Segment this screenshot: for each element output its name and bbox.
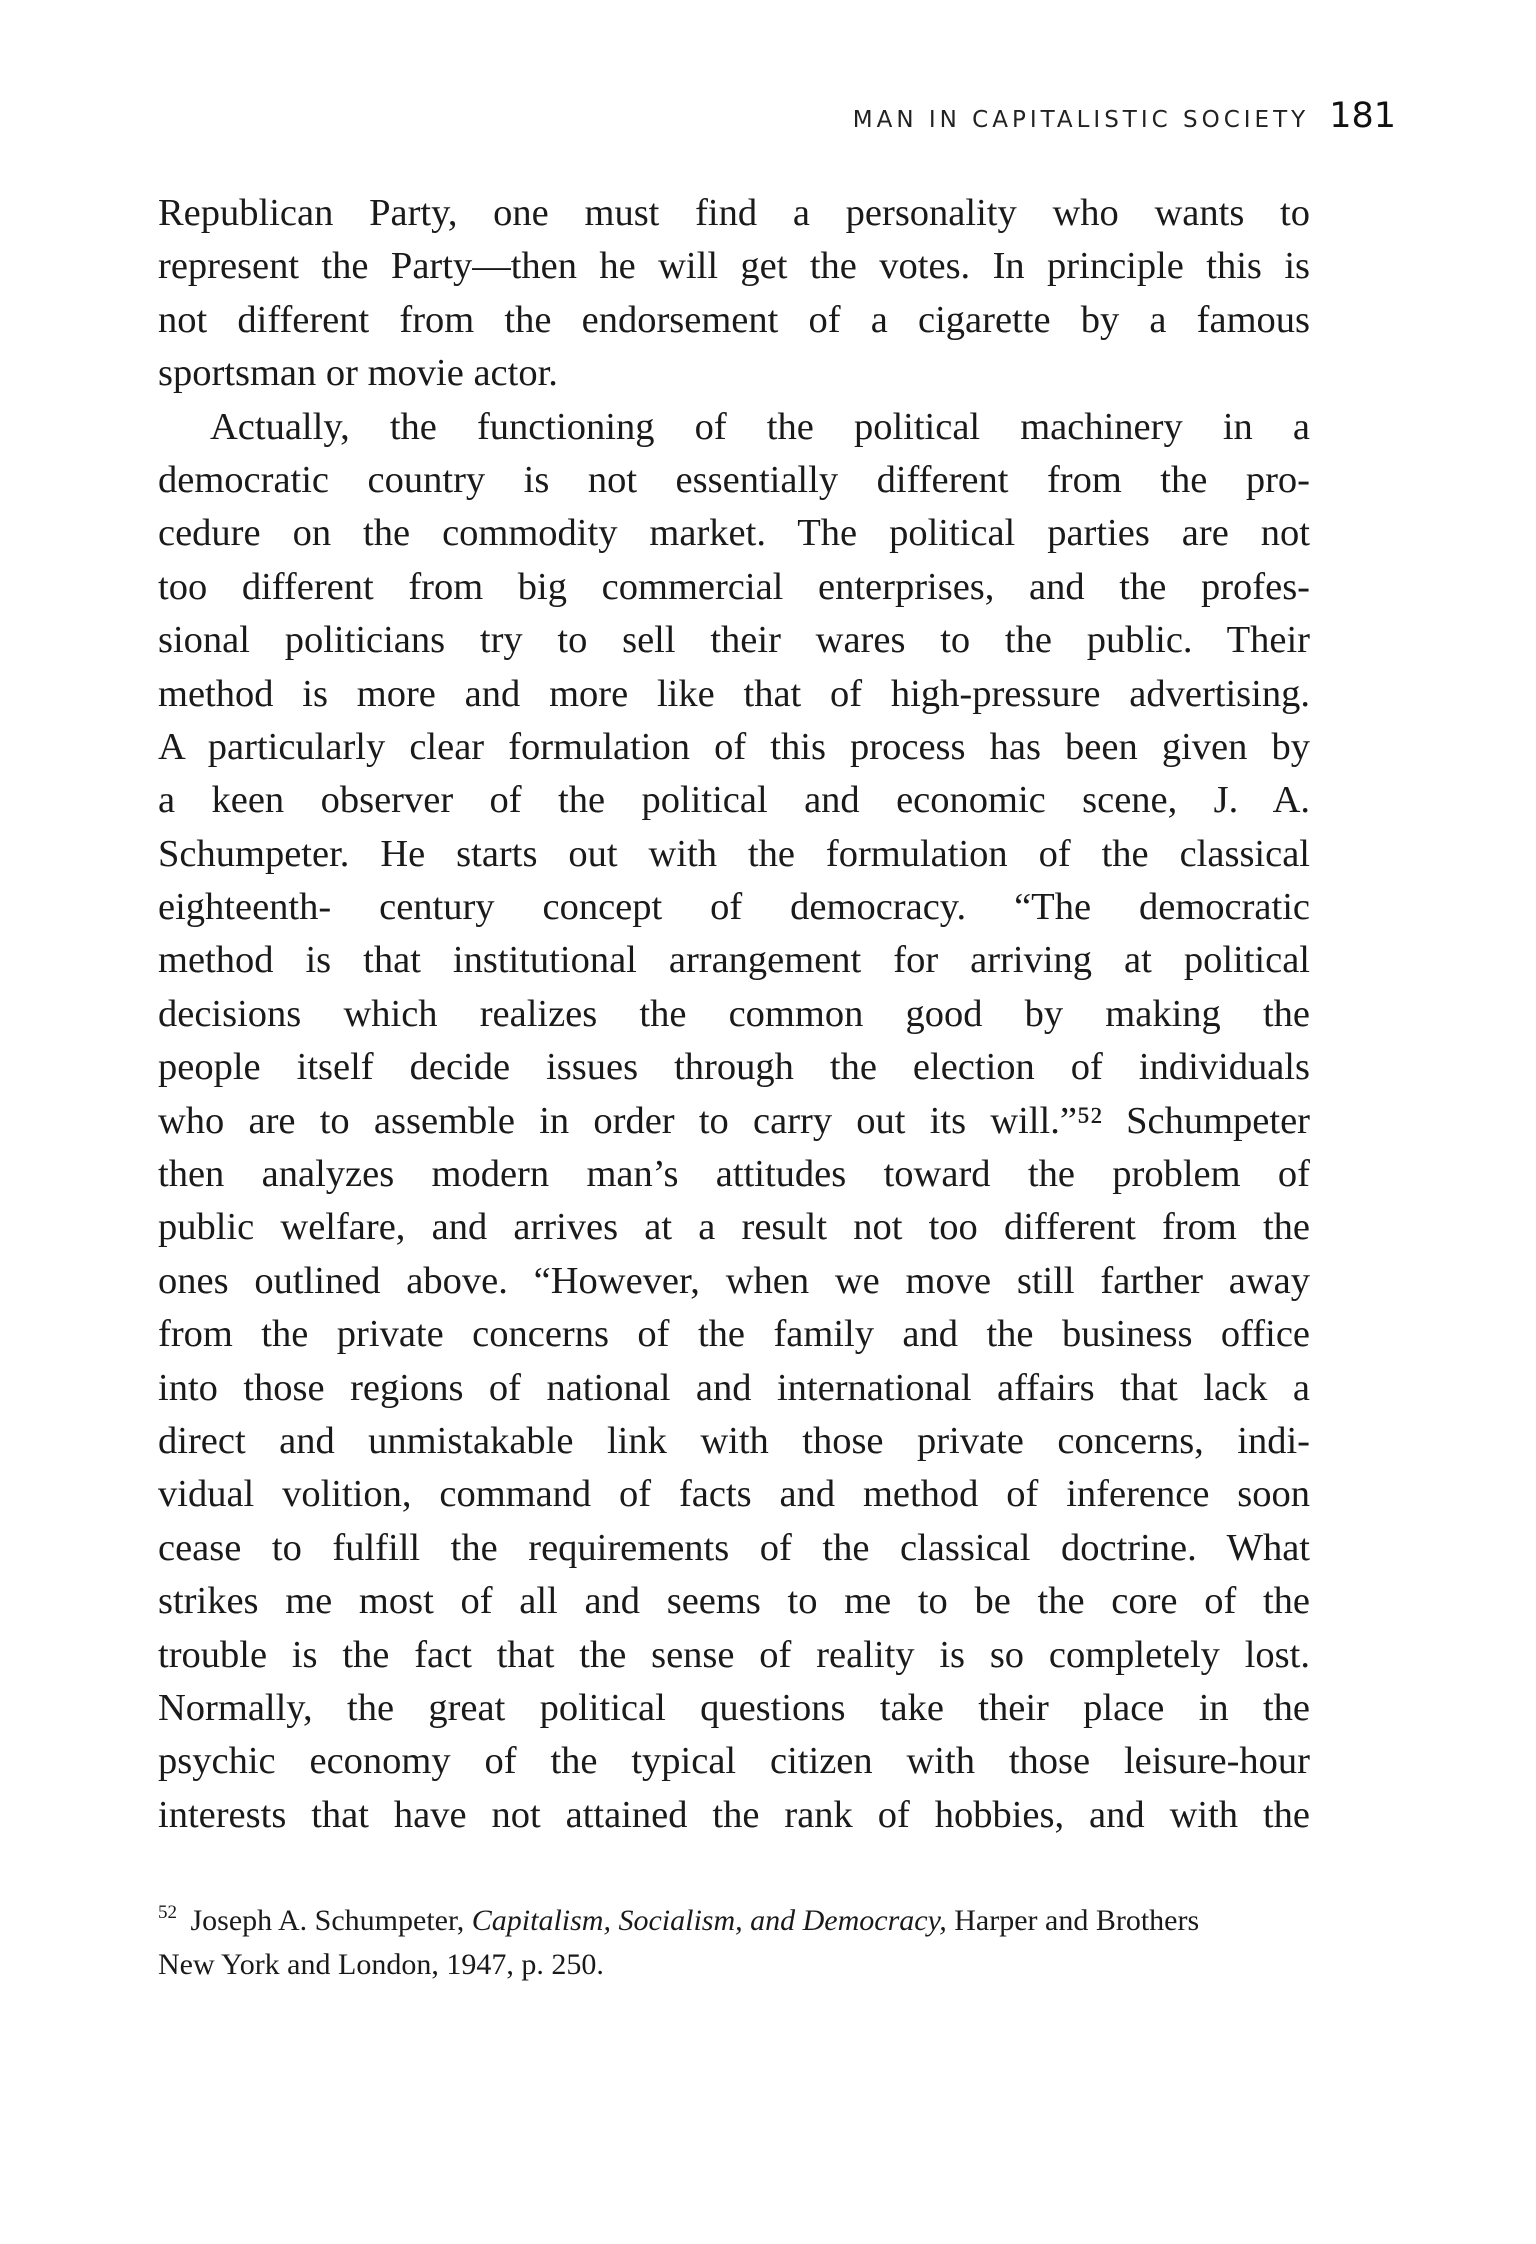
body-line: Normally, the great political questions take their place in the — [158, 1686, 1310, 1729]
body-line: trouble is the fact that the sense of reality is so completely lost. — [158, 1633, 1310, 1676]
body-line: too different from big commercial enterprises, and the profes- — [158, 565, 1310, 608]
body-text — [158, 187, 1310, 1842]
body-line: ones outlined above. “However, when we move still farther away — [158, 1259, 1310, 1302]
body-line: method is that institutional arrangement for arriving at political — [158, 939, 1310, 982]
body-line: people itself decide issues through the election of individuals — [158, 1046, 1310, 1089]
body-line: vidual volition, command of facts and method of inference soon — [158, 1473, 1310, 1516]
body-line: cease to fulfill the requirements of the classical doctrine. What — [158, 1526, 1310, 1569]
footnote-title: Capitalism, Socialism, and Democracy, — [471, 1904, 947, 1937]
footnote-line-1 — [158, 1891, 1310, 1943]
footnote-author: Joseph A. Schumpeter, — [190, 1904, 465, 1937]
body-line: A particularly clear formulation of this process has been given by — [158, 725, 1310, 768]
footnote-publisher: Harper and Brothers — [954, 1904, 1200, 1937]
body-line: decisions which realizes the common good by making the — [158, 992, 1310, 1035]
body-line: public welfare, and arrives at a result not too different from the — [158, 1206, 1310, 1249]
page-number: 181 — [1329, 96, 1396, 136]
body-line: from the private concerns of the family and the business office — [158, 1313, 1310, 1356]
body-line: cedure on the commodity market. The political parties are not — [158, 512, 1310, 555]
body-line: strikes me most of all and seems to me to be the core of the — [158, 1580, 1310, 1623]
body-line: who are to assemble in order to carry out its will.”⁵² Schumpeter — [158, 1099, 1310, 1142]
body-line: sional politicians try to sell their wares to the public. Their — [158, 619, 1310, 662]
body-line: direct and unmistakable link with those private concerns, indi- — [158, 1419, 1310, 1462]
body-line: method is more and more like that of high-pressure advertising. — [158, 672, 1310, 715]
body-line: Actually, the functioning of the political machinery in a — [210, 405, 1310, 448]
body-line: interests that have not attained the rank of hobbies, and with the — [158, 1793, 1310, 1836]
footnote — [158, 1891, 1310, 1987]
body-line: represent the Party—then he will get the votes. In principle this is — [158, 245, 1310, 288]
running-title: MAN IN CAPITALISTIC SOCIETY — [852, 107, 1310, 133]
body-line: into those regions of national and international affairs that lack a — [158, 1366, 1310, 1409]
body-line: psychic economy of the typical citizen with those leisure-hour — [158, 1740, 1310, 1783]
body-line: democratic country is not essentially different from the pro- — [158, 458, 1310, 501]
footnote-line-2: New York and London, 1947, p. 250. — [158, 1948, 604, 1981]
body-line: Republican Party, one must find a personality who wants to — [158, 192, 1310, 234]
body-line: not different from the endorsement of a cigarette by a famous — [158, 298, 1310, 341]
body-line: then analyzes modern man’s attitudes toward the problem of — [158, 1153, 1310, 1196]
footnote-number: 52 — [158, 1902, 177, 1923]
body-line: eighteenth- century concept of democracy. “The democratic — [158, 886, 1310, 929]
body-line: a keen observer of the political and economic scene, J. A. — [158, 779, 1310, 822]
body-line: Schumpeter. He starts out with the formulation of the classical — [158, 832, 1310, 875]
running-head — [853, 96, 1396, 136]
body-line: sportsman or movie actor. — [158, 352, 558, 395]
